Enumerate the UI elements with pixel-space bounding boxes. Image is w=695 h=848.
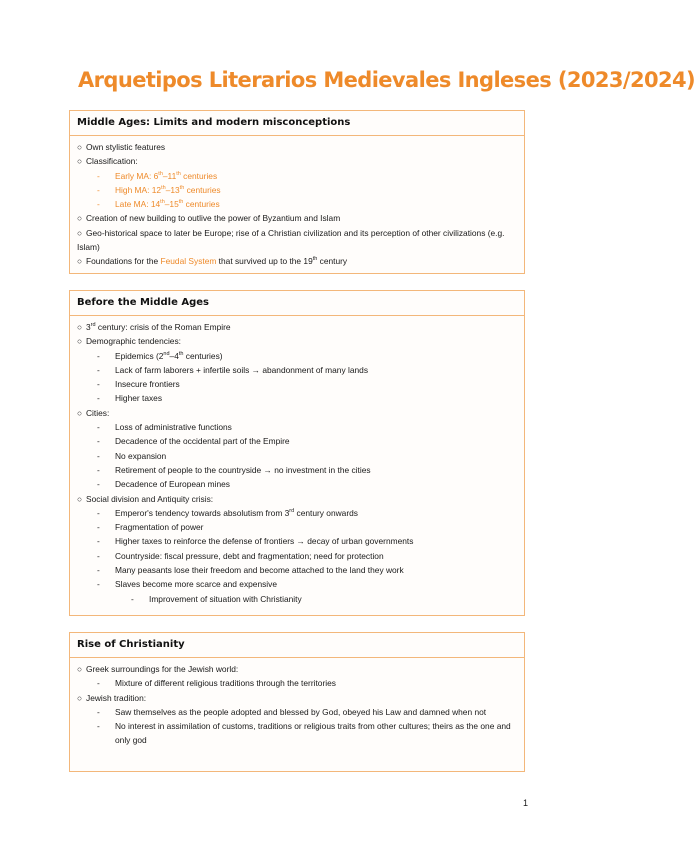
list-subitem: - Decadence of European mines: [97, 479, 230, 490]
list-subitem: - High MA: 12th–13th centuries: [97, 184, 221, 195]
section-heading: Rise of Christianity: [70, 633, 524, 658]
list-subitem: - Slaves become more scarce and expensive: [97, 579, 277, 590]
list-subitem: - No expansion: [97, 450, 167, 461]
list-subitem: - No interest in assimilation of customs, traditions or religious traits from other cultures; theirs as the one and only god: [97, 721, 511, 746]
list-subitem: - Early MA: 6th–11th centuries: [97, 170, 218, 181]
list-item: ○ Geo-historical space to later be Europe; rise of a Christian civilization and its perception of other civilizations (e.g. Islam): [77, 227, 505, 253]
list-subitem: - Fragmentation of power: [97, 522, 204, 533]
list-subitem: - Late MA: 14th–15th centuries: [97, 199, 220, 210]
list-item: ○ Own stylistic features: [77, 142, 166, 152]
list-subitem: - Mixture of different religious traditions through the territories: [97, 678, 336, 689]
section-rise-of-christianity: [69, 632, 525, 772]
list-item: ○ Social division and Antiquity crisis:: [77, 493, 214, 504]
list-subitem: - Emperor's tendency towards absolutism from 3rd century onwards: [97, 507, 358, 518]
list-item: ○ Cities:: [77, 407, 110, 418]
list-subitem: - Decadence of the occidental part of the Empire: [97, 436, 290, 447]
section-heading: Middle Ages: Limits and modern misconceptions: [70, 111, 524, 136]
list-subitem: - Higher taxes to reinforce the defense of frontiers → decay of urban governments: [97, 536, 414, 547]
feudal-system-link: Feudal System: [160, 256, 217, 267]
list-subitem: - Epidemics (2nd–4th centuries): [97, 350, 223, 361]
list-subitem: - Higher taxes: [97, 393, 163, 404]
list-item: ○ Greek surroundings for the Jewish world:: [77, 664, 239, 674]
list-item: ○ Demographic tendencies:: [77, 336, 181, 347]
list-subitem: - Loss of administrative functions: [97, 422, 232, 433]
list-item: ○ Creation of new building to outlive the power of Byzantium and Islam: [77, 213, 341, 224]
list-subsubitem: - Improvement of situation with Christianity: [131, 593, 302, 604]
list-item: ○ 3rd century: crisis of the Roman Empire: [77, 322, 231, 332]
list-subitem: - Insecure frontiers: [97, 379, 180, 390]
document-title: Arquetipos Literarios Medievales Ingleses (2023/2024): [78, 68, 695, 92]
section-middle-ages: [69, 110, 525, 274]
list-item: ○ Foundations for the Feudal System that survived up to the 19th century: [77, 256, 348, 267]
section-before-middle-ages: [69, 290, 525, 616]
section-heading: Before the Middle Ages: [70, 291, 524, 316]
list-subitem: - Retirement of people to the countryside → no investment in the cities: [97, 464, 371, 475]
list-item: ○ Jewish tradition:: [77, 692, 147, 703]
page-number: 1: [522, 798, 528, 808]
list-subitem: - Saw themselves as the people adopted and blessed by God, obeyed his Law and damned when not: [97, 706, 487, 717]
list-item: ○ Classification:: [77, 156, 138, 167]
list-subitem: - Countryside: fiscal pressure, debt and fragmentation; need for protection: [97, 550, 384, 561]
list-subitem: - Many peasants lose their freedom and become attached to the land they work: [97, 565, 404, 576]
list-subitem: - Lack of farm laborers + infertile soils → abandonment of many lands: [97, 364, 369, 375]
